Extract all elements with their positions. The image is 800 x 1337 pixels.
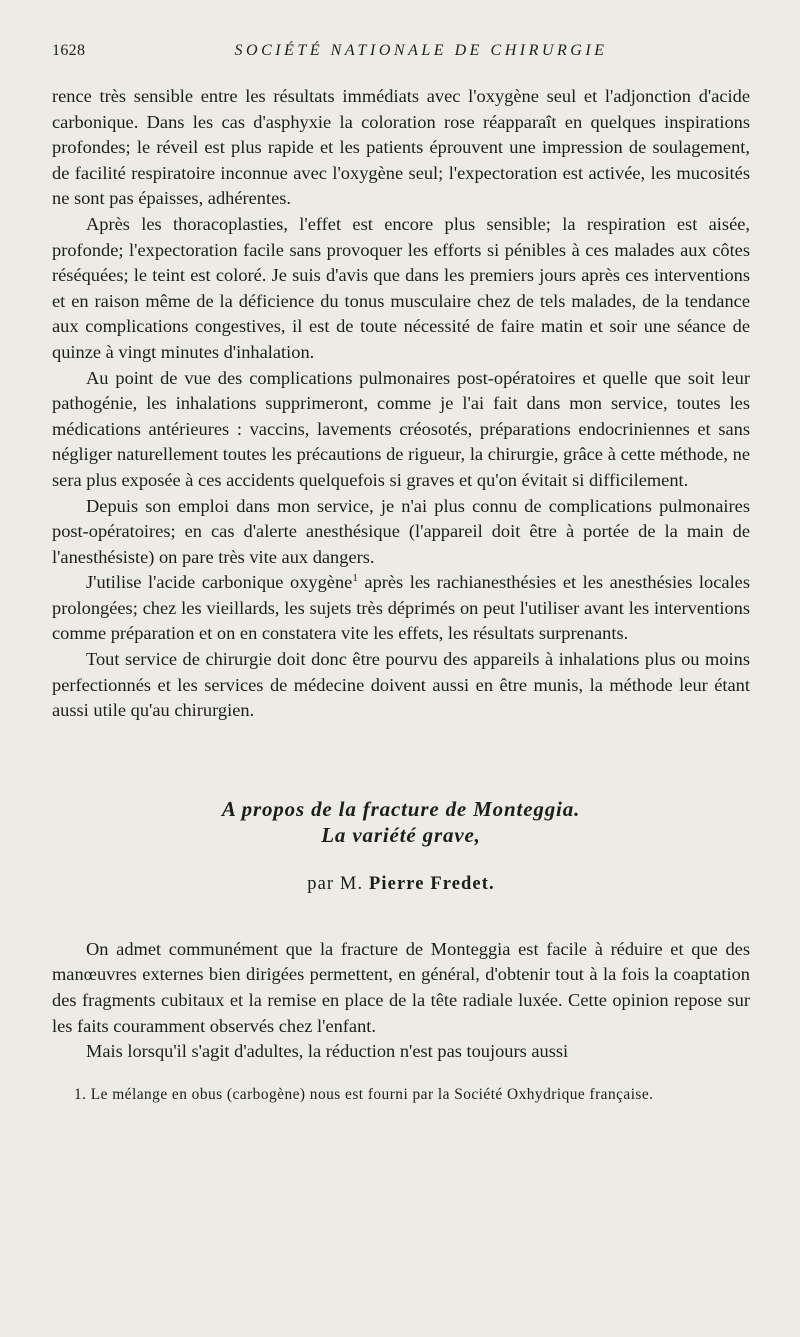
article-title-line: La variété grave,: [321, 822, 481, 847]
paragraph-with-footnote-ref: [52, 570, 750, 647]
author-name: Pierre Fredet.: [368, 873, 495, 894]
article-body: [52, 937, 750, 1065]
footnote-number: 1.: [74, 1085, 87, 1103]
paragraph: rence très sensible entre les résultats immédiats avec l'oxygène seul et l'adjonction d'acide carbonique. Dans les cas d'asphyxie la coloration rose réapparaît en quelques inspirations profondes; le réveil est plus rapide et les patients éprouvent une impression de soulagement, de facilité respiratoire inconnue avec l'oxygène seul; l'expectoration est activée, les mucosités ne sont pas épaisses, adhérentes.: [52, 86, 750, 209]
paragraph-text: J'utilise l'acide carbonique oxygène: [86, 572, 353, 593]
paragraph: On admet communément que la fracture de Monteggia est facile à réduire et que des manœuvres externes bien dirigées permettent, en général, d'obtenir tout à la fois la coaptation des fragments cubitaux et la remise en place de la tête radiale luxée. Cette opinion repose sur les faits couramment observés chez l'enfant.: [52, 938, 750, 1036]
running-header: [52, 38, 750, 68]
paragraph: Au point de vue des complications pulmonaires post-opératoires et quelle que soit leur pathogénie, les inhalations supprimeront, comme je l'ai fait dans mon service, toutes les médications antérieures : vaccins, lavements créosotés, préparations endocriniennes et sans négliger naturellement toutes les précautions de rigueur, la chirurgie, grâce à cette méthode, ne sera plus exposée à ces accidents quelquefois si graves et qu'on évitait si difficilement.: [52, 367, 750, 490]
page-number: 1628: [52, 42, 86, 59]
footnote-text: Le mélange en obus (carbogène) nous est fourni par la Société Oxhydrique française.: [90, 1085, 654, 1103]
paragraph-text: après les rachianesthésies et les anesthésies locales prolongées; chez les vieillards, les sujets très déprimés on peut l'utiliser avant les interventions comme préparation et on en constatera vite les effets, les résultats surprenants.: [52, 572, 750, 644]
footnote-reference: 1: [352, 572, 358, 585]
footnote: [52, 1085, 750, 1105]
paragraph: Après les thoracoplasties, l'effet est encore plus sensible; la respiration est aisée, profonde; l'expectoration facile sans provoquer les efforts si pénibles à ces malades aux côtes réséquées; le teint est coloré. Je suis d'avis que dans les premiers jours après ces interventions et en raison même de la déficience du tonus musculaire chez de tels malades, de la tendance aux complications congestives, il est de toute nécessité de faire matin et soir une séance de quinze à vingt minutes d'inhalation.: [52, 213, 750, 362]
article-heading: [52, 796, 750, 895]
article-author: [52, 874, 750, 895]
journal-title: SOCIÉTÉ NATIONALE DE CHIRURGIE: [234, 42, 608, 59]
paragraph: Tout service de chirurgie doit donc être pourvu des appareils à inhalations plus ou moins perfectionnés et les services de médecine doivent aussi en être munis, la méthode leur étant aussi utile qu'au chirurgien.: [52, 649, 750, 721]
author-prefix: par M.: [307, 873, 364, 894]
previous-article-text: [52, 84, 750, 724]
paragraph: Mais lorsqu'il s'agit d'adultes, la réduction n'est pas toujours aussi: [86, 1041, 569, 1062]
article-title-line: A propos de la fracture de Monteggia.: [221, 796, 581, 821]
paragraph: Depuis son emploi dans mon service, je n'ai plus connu de complications pulmonaires post-opératoires; en cas d'alerte anesthésique (l'appareil doit être à portée de la main de l'anesthésiste) on pare très vite aux dangers.: [52, 495, 750, 567]
